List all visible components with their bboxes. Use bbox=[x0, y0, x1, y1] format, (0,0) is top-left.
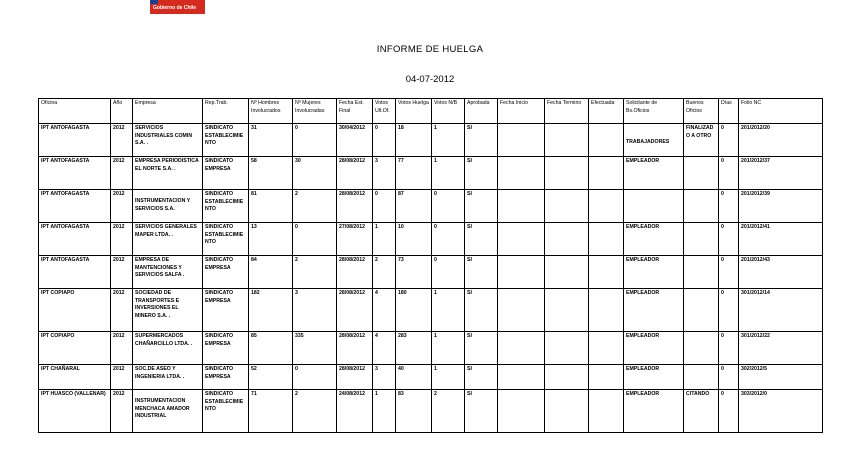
empresa-text: INSTRUMENTACION MENCHACA AMADOR INDUSTRIAL bbox=[135, 398, 190, 420]
cell-folio: 201/2012/39 bbox=[739, 190, 823, 223]
cell-folio: 301/2012/14 bbox=[739, 289, 823, 332]
cell-fecha-inicio bbox=[498, 365, 545, 390]
government-logo bbox=[150, 0, 205, 14]
cell-dias: 0 bbox=[719, 365, 739, 390]
cell-votos-huelga: 18 bbox=[396, 124, 432, 157]
cell-folio: 201/2012/43 bbox=[739, 256, 823, 289]
cell-buenos-oficios bbox=[684, 289, 719, 332]
cell-solicitante: EMPLEADOR bbox=[624, 365, 684, 390]
cell-fecha-inicio bbox=[498, 289, 545, 332]
cell-dias: 0 bbox=[719, 190, 739, 223]
cell-fecha-final: 27/08/2012 bbox=[337, 223, 373, 256]
table-row bbox=[39, 365, 823, 390]
cell-mujeres: 2 bbox=[293, 256, 337, 289]
cell-hombres: 58 bbox=[249, 157, 293, 190]
cell-ano: 2012 bbox=[111, 365, 133, 390]
cell-hombres: 71 bbox=[249, 390, 293, 433]
cell-votos-ult: 1 bbox=[373, 390, 396, 433]
cell-fecha-inicio bbox=[498, 390, 545, 433]
logo-text: Gobierno de Chile bbox=[153, 5, 197, 11]
cell-buenos-oficios bbox=[684, 190, 719, 223]
cell-ano: 2012 bbox=[111, 190, 133, 223]
cell-aprobada: SI bbox=[465, 190, 498, 223]
cell-efectuada bbox=[589, 256, 624, 289]
report-date: 04-07-2012 bbox=[405, 74, 455, 85]
cell-ano: 2012 bbox=[111, 332, 133, 365]
col-header: Oficina bbox=[39, 99, 111, 124]
cell-folio: 201/2012/41 bbox=[739, 223, 823, 256]
cell-votos-ult: 4 bbox=[373, 289, 396, 332]
cell-dias: 0 bbox=[719, 289, 739, 332]
cell-votos-nb: 1 bbox=[432, 157, 465, 190]
cell-rep-trab: SINDICATO EMPRESA bbox=[203, 256, 249, 289]
cell-votos-nb: 0 bbox=[432, 223, 465, 256]
cell-buenos-oficios bbox=[684, 332, 719, 365]
cell-ano: 2012 bbox=[111, 157, 133, 190]
cell-rep-trab: SINDICATO EMPRESA bbox=[203, 332, 249, 365]
cell-buenos-oficios: CITANDO bbox=[684, 390, 719, 433]
cell-hombres: 182 bbox=[249, 289, 293, 332]
cell-fecha-termino bbox=[545, 223, 589, 256]
cell-buenos-oficios bbox=[684, 256, 719, 289]
cell-mujeres: 2 bbox=[293, 390, 337, 433]
table-row bbox=[39, 289, 823, 332]
cell-fecha-termino bbox=[545, 124, 589, 157]
cell-votos-ult: 1 bbox=[373, 223, 396, 256]
cell-efectuada bbox=[589, 124, 624, 157]
col-header: Folio NC bbox=[739, 99, 823, 124]
cell-fecha-final: 28/08/2012 bbox=[337, 289, 373, 332]
cell-empresa: SOCIEDAD DE TRANSPORTES E INVERSIONES EL MINERO S.A. . bbox=[133, 289, 203, 332]
cell-fecha-termino bbox=[545, 289, 589, 332]
cell-empresa: EMPRESA PERIODISTICA EL NORTE S.A. . bbox=[133, 157, 203, 190]
col-header: Aprobada bbox=[465, 99, 498, 124]
cell-rep-trab: SINDICATO ESTABLECIMIENTO bbox=[203, 390, 249, 433]
cell-buenos-oficios bbox=[684, 223, 719, 256]
cell-aprobada: SI bbox=[465, 223, 498, 256]
table-row bbox=[39, 190, 823, 223]
cell-mujeres: 0 bbox=[293, 223, 337, 256]
cell-votos-ult: 2 bbox=[373, 256, 396, 289]
col-header: Rep.Trab. bbox=[203, 99, 249, 124]
table-row bbox=[39, 390, 823, 433]
cell-dias: 0 bbox=[719, 157, 739, 190]
cell-fecha-termino bbox=[545, 390, 589, 433]
col-header: Solicitante de Bs.Oficios bbox=[624, 99, 684, 124]
col-header: Fecha Est. Final bbox=[337, 99, 373, 124]
cell-mujeres: 2 bbox=[293, 190, 337, 223]
cell-buenos-oficios bbox=[684, 157, 719, 190]
cell-fecha-final: 28/08/2012 bbox=[337, 256, 373, 289]
cell-votos-nb: 0 bbox=[432, 190, 465, 223]
cell-votos-ult: 0 bbox=[373, 190, 396, 223]
cell-folio: 201/2012/20 bbox=[739, 124, 823, 157]
table-header-row bbox=[39, 99, 823, 124]
cell-oficina: IPT HUASCO (VALLENAR) bbox=[39, 390, 111, 433]
col-header: Votos N/B bbox=[432, 99, 465, 124]
cell-mujeres: 0 bbox=[293, 365, 337, 390]
cell-solicitante bbox=[624, 124, 684, 157]
cell-rep-trab: SINDICATO EMPRESA bbox=[203, 157, 249, 190]
cell-fecha-inicio bbox=[498, 223, 545, 256]
cell-aprobada: SI bbox=[465, 390, 498, 433]
cell-fecha-termino bbox=[545, 190, 589, 223]
cell-votos-ult: 4 bbox=[373, 332, 396, 365]
cell-votos-huelga: 10 bbox=[396, 223, 432, 256]
strike-report-table bbox=[38, 98, 823, 433]
cell-votos-huelga: 283 bbox=[396, 332, 432, 365]
cell-fecha-final: 28/08/2012 bbox=[337, 365, 373, 390]
cell-fecha-termino bbox=[545, 332, 589, 365]
col-header: Empresa bbox=[133, 99, 203, 124]
cell-dias: 0 bbox=[719, 124, 739, 157]
cell-votos-nb: 1 bbox=[432, 124, 465, 157]
table-row bbox=[39, 332, 823, 365]
cell-votos-huelga: 180 bbox=[396, 289, 432, 332]
cell-fecha-final: 28/08/2012 bbox=[337, 157, 373, 190]
cell-fecha-final: 28/08/2012 bbox=[337, 190, 373, 223]
cell-aprobada: SI bbox=[465, 332, 498, 365]
cell-oficina: IPT ANTOFAGASTA bbox=[39, 223, 111, 256]
cell-oficina: IPT ANTOFAGASTA bbox=[39, 124, 111, 157]
cell-folio: 302/2012/5 bbox=[739, 365, 823, 390]
cell-aprobada: SI bbox=[465, 157, 498, 190]
table-row bbox=[39, 223, 823, 256]
col-header: Fecha Termino bbox=[545, 99, 589, 124]
cell-buenos-oficios bbox=[684, 365, 719, 390]
cell-aprobada: SI bbox=[465, 365, 498, 390]
logo-flag-blue bbox=[150, 0, 158, 4]
cell-votos-nb: 2 bbox=[432, 390, 465, 433]
cell-aprobada: SI bbox=[465, 256, 498, 289]
cell-dias: 0 bbox=[719, 332, 739, 365]
cell-fecha-termino bbox=[545, 256, 589, 289]
cell-hombres: 81 bbox=[249, 190, 293, 223]
solicitante-text: TRABAJADORES bbox=[626, 139, 670, 145]
cell-ano: 2012 bbox=[111, 390, 133, 433]
cell-oficina: IPT CHAÑARAL bbox=[39, 365, 111, 390]
cell-solicitante: EMPLEADOR bbox=[624, 256, 684, 289]
cell-solicitante bbox=[624, 190, 684, 223]
col-header: Días bbox=[719, 99, 739, 124]
cell-mujeres: 3 bbox=[293, 289, 337, 332]
cell-votos-nb: 1 bbox=[432, 289, 465, 332]
cell-fecha-final: 30/04/2012 bbox=[337, 124, 373, 157]
cell-hombres: 85 bbox=[249, 332, 293, 365]
col-header: Fecha Inicio bbox=[498, 99, 545, 124]
cell-solicitante: EMPLEADOR bbox=[624, 332, 684, 365]
col-header: Efectuada bbox=[589, 99, 624, 124]
cell-fecha-inicio bbox=[498, 332, 545, 365]
cell-dias: 0 bbox=[719, 256, 739, 289]
table-row bbox=[39, 124, 823, 157]
cell-empresa: SERVICIOS GENERALES MAPER LTDA. . bbox=[133, 223, 203, 256]
cell-fecha-inicio bbox=[498, 124, 545, 157]
cell-rep-trab: SINDICATO ESTABLECIMIENTO bbox=[203, 190, 249, 223]
cell-efectuada bbox=[589, 332, 624, 365]
cell-fecha-final: 24/08/2012 bbox=[337, 390, 373, 433]
cell-rep-trab: SINDICATO ESTABLECIMIENTO bbox=[203, 223, 249, 256]
cell-votos-nb: 1 bbox=[432, 365, 465, 390]
cell-ano: 2012 bbox=[111, 289, 133, 332]
cell-efectuada bbox=[589, 223, 624, 256]
cell-oficina: IPT COPIAPO bbox=[39, 289, 111, 332]
cell-votos-ult: 3 bbox=[373, 157, 396, 190]
cell-fecha-final: 28/08/2012 bbox=[337, 332, 373, 365]
cell-oficina: IPT ANTOFAGASTA bbox=[39, 256, 111, 289]
cell-efectuada bbox=[589, 365, 624, 390]
col-header: Nº Hombres Involucrados bbox=[249, 99, 293, 124]
cell-hombres: 52 bbox=[249, 365, 293, 390]
cell-hombres: 31 bbox=[249, 124, 293, 157]
cell-empresa: SUPERMERCADOS CHAÑARCILLO LTDA. . bbox=[133, 332, 203, 365]
cell-empresa bbox=[133, 390, 203, 433]
cell-fecha-termino bbox=[545, 365, 589, 390]
cell-oficina: IPT COPIAPO bbox=[39, 332, 111, 365]
cell-oficina: IPT ANTOFAGASTA bbox=[39, 190, 111, 223]
table-row bbox=[39, 157, 823, 190]
cell-votos-huelga: 87 bbox=[396, 190, 432, 223]
cell-buenos-oficios: FINALIZADO A OTRO bbox=[684, 124, 719, 157]
cell-rep-trab: SINDICATO EMPRESA bbox=[203, 365, 249, 390]
cell-votos-huelga: 40 bbox=[396, 365, 432, 390]
cell-solicitante: EMPLEADOR bbox=[624, 223, 684, 256]
cell-fecha-inicio bbox=[498, 256, 545, 289]
cell-dias: 0 bbox=[719, 223, 739, 256]
cell-votos-huelga: 73 bbox=[396, 256, 432, 289]
cell-rep-trab: SINDICATO EMPRESA bbox=[203, 289, 249, 332]
cell-oficina: IPT ANTOFAGASTA bbox=[39, 157, 111, 190]
cell-empresa: SERVICIOS INDUSTRIALES COMIN S.A. . bbox=[133, 124, 203, 157]
cell-hombres: 84 bbox=[249, 256, 293, 289]
cell-ano: 2012 bbox=[111, 124, 133, 157]
cell-efectuada bbox=[589, 157, 624, 190]
cell-fecha-termino bbox=[545, 157, 589, 190]
cell-folio: 303/2012/0 bbox=[739, 390, 823, 433]
cell-solicitante: EMPLEADOR bbox=[624, 157, 684, 190]
cell-hombres: 13 bbox=[249, 223, 293, 256]
cell-aprobada: SI bbox=[465, 124, 498, 157]
cell-rep-trab: SINDICATO ESTABLECIMIENTO bbox=[203, 124, 249, 157]
cell-efectuada bbox=[589, 190, 624, 223]
cell-mujeres: 30 bbox=[293, 157, 337, 190]
cell-votos-huelga: 77 bbox=[396, 157, 432, 190]
cell-solicitante: EMPLEADOR bbox=[624, 289, 684, 332]
cell-empresa: SOC.DE ASEO Y INGENIERIA LTDA. . bbox=[133, 365, 203, 390]
col-header: Votos Huelga bbox=[396, 99, 432, 124]
cell-fecha-inicio bbox=[498, 190, 545, 223]
cell-mujeres: 0 bbox=[293, 124, 337, 157]
cell-votos-ult: 3 bbox=[373, 365, 396, 390]
cell-votos-nb: 0 bbox=[432, 256, 465, 289]
report-title: INFORME DE HUELGA bbox=[376, 44, 484, 55]
cell-folio: 301/2012/22 bbox=[739, 332, 823, 365]
col-header: Votos Ult.Of. bbox=[373, 99, 396, 124]
cell-aprobada: SI bbox=[465, 289, 498, 332]
cell-votos-huelga: 83 bbox=[396, 390, 432, 433]
col-header: Año bbox=[111, 99, 133, 124]
cell-mujeres: 335 bbox=[293, 332, 337, 365]
cell-efectuada bbox=[589, 289, 624, 332]
cell-ano: 2012 bbox=[111, 256, 133, 289]
col-header: Buenos Oficios bbox=[684, 99, 719, 124]
cell-ano: 2012 bbox=[111, 223, 133, 256]
cell-dias: 0 bbox=[719, 390, 739, 433]
cell-votos-nb: 1 bbox=[432, 332, 465, 365]
cell-empresa bbox=[133, 190, 203, 223]
table-row bbox=[39, 256, 823, 289]
cell-folio: 201/2012/37 bbox=[739, 157, 823, 190]
col-header: Nº Mujeres Involucradas bbox=[293, 99, 337, 124]
cell-solicitante: EMPLEADOR bbox=[624, 390, 684, 433]
empresa-text: INSTRUMENTACION Y SERVICIOS S.A. bbox=[135, 198, 191, 212]
cell-efectuada bbox=[589, 390, 624, 433]
cell-empresa: EMPRESA DE MANTENCIONES Y SERVICIOS SALFA . bbox=[133, 256, 203, 289]
cell-fecha-inicio bbox=[498, 157, 545, 190]
cell-votos-ult: 0 bbox=[373, 124, 396, 157]
